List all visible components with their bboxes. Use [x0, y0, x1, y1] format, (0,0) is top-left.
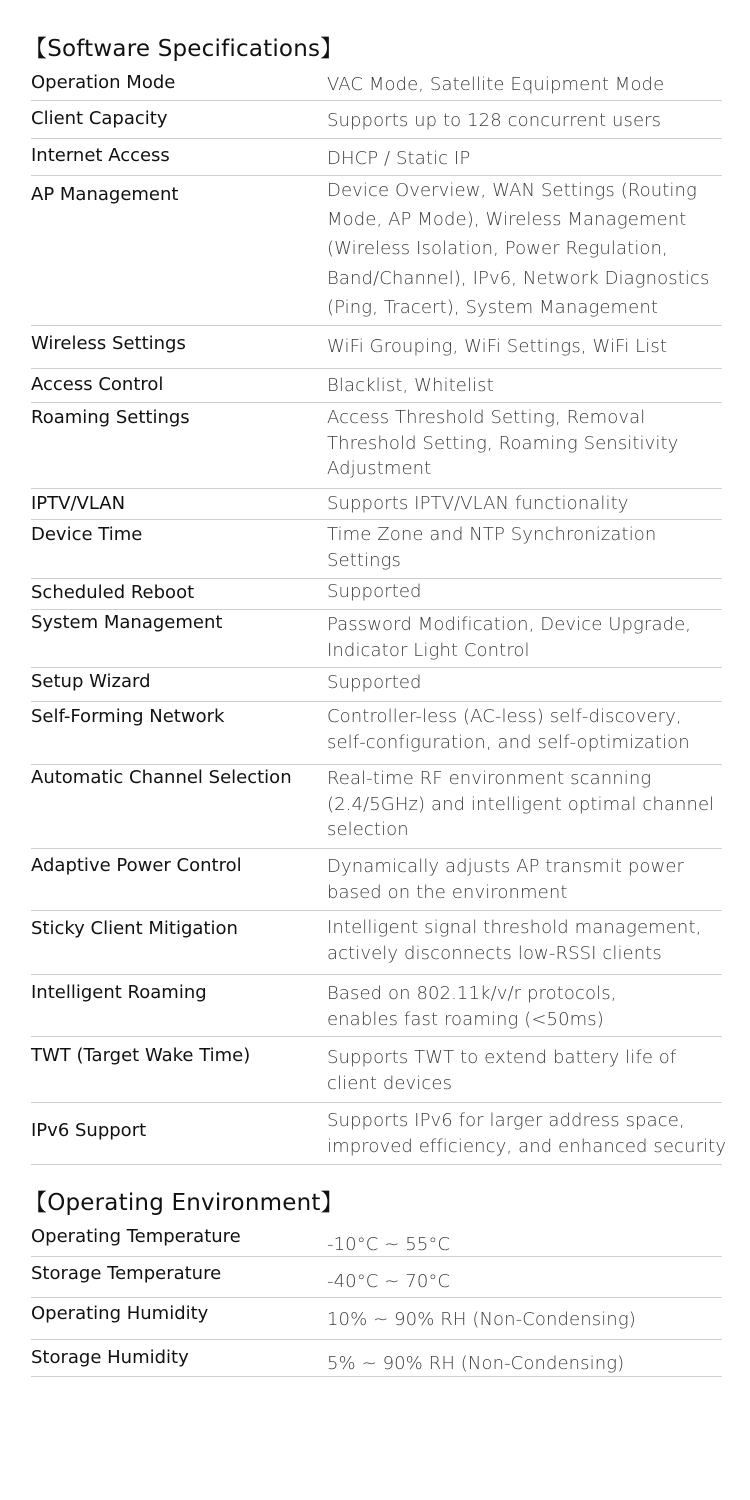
- spec-label: Storage Temperature: [31, 1263, 222, 1284]
- spec-value: [327, 1045, 747, 1096]
- spec-label: Roaming Settings: [31, 407, 190, 428]
- spec-label: Client Capacity: [31, 108, 168, 129]
- spec-value: [327, 670, 747, 696]
- spec-value: [327, 1351, 747, 1377]
- spec-row-internet-access: [31, 139, 722, 176]
- spec-label: Device Time: [31, 524, 143, 545]
- spec-label: IPv6 Support: [31, 1120, 147, 1141]
- spec-value-line: Supports up to 128 concurrent users: [327, 110, 662, 131]
- spec-value-line: DHCP / Static IP: [327, 148, 471, 169]
- spec-value: [327, 854, 747, 905]
- spec-row-wireless-settings: [31, 326, 722, 369]
- spec-value: [327, 766, 747, 843]
- spec-value-line: -40°C ~ 70°C: [327, 1271, 451, 1292]
- spec-value: [327, 1307, 747, 1333]
- spec-row-operating-temperature: [31, 1218, 722, 1257]
- spec-value-line: WiFi Grouping, WiFi Settings, WiFi List: [327, 336, 667, 357]
- spec-value: [327, 108, 747, 134]
- spec-value-line: enables fast roaming (<50ms): [327, 1008, 604, 1030]
- spec-value: [327, 522, 747, 573]
- spec-row-twt-target-wake-time: [31, 1037, 722, 1103]
- spec-value-line: Password Modification, Device Upgrade,: [327, 614, 692, 635]
- spec-value-line: improved efficiency, and enhanced security: [327, 1135, 727, 1157]
- spec-row-automatic-channel-selection: [31, 765, 722, 849]
- spec-row-adaptive-power-control: [31, 849, 722, 911]
- spec-label: IPTV/VLAN: [31, 493, 126, 514]
- spec-label: Internet Access: [31, 145, 170, 166]
- spec-value-line: 5% ~ 90% RH (Non-Condensing): [327, 1353, 625, 1374]
- spec-value-line: Supported: [327, 672, 422, 693]
- spec-row-client-capacity: [31, 101, 722, 139]
- spec-label: Operation Mode: [31, 72, 176, 93]
- spec-row-system-management: [31, 610, 722, 668]
- spec-row-intelligent-roaming: [31, 975, 722, 1037]
- spec-value-line: Supported: [327, 581, 422, 602]
- spec-value: [327, 334, 747, 360]
- spec-value: [327, 1269, 747, 1295]
- spec-value-line: Supports IPTV/VLAN functionality: [327, 493, 629, 514]
- spec-value-line: (Wireless Isolation, Power Regulation,: [327, 238, 668, 260]
- spec-value-line: Access Threshold Setting, Removal: [327, 407, 646, 428]
- spec-value-line: Dynamically adjusts AP transmit power: [327, 856, 685, 877]
- spec-label: Setup Wizard: [31, 671, 151, 692]
- spec-value-line: selection: [327, 819, 409, 840]
- spec-value-line: 10% ~ 90% RH (Non-Condensing): [327, 1309, 636, 1330]
- spec-value: [327, 373, 747, 399]
- spec-value-line: Indicator Light Control: [327, 639, 530, 661]
- spec-value: [327, 176, 747, 322]
- spec-value-line: client devices: [327, 1072, 453, 1094]
- spec-row-ap-management: [31, 176, 722, 326]
- spec-label: Wireless Settings: [31, 333, 186, 354]
- spec-row-self-forming-network: [31, 702, 722, 765]
- spec-value-line: Controller-less (AC-less) self-discovery,: [327, 706, 682, 727]
- spec-value-line: Threshold Setting, Roaming Sensitivity: [327, 432, 679, 454]
- spec-value-line: Mode, AP Mode), Wireless Management: [327, 209, 687, 231]
- spec-value-line: Time Zone and NTP Synchronization: [327, 524, 657, 545]
- spec-row-scheduled-reboot: [31, 579, 722, 610]
- spec-value: [327, 1232, 747, 1258]
- spec-label: Adaptive Power Control: [31, 855, 242, 876]
- spec-value-line: Settings: [327, 549, 402, 571]
- spec-value-line: Intelligent signal threshold management,: [327, 917, 702, 938]
- spec-value-line: (2.4/5GHz) and intelligent optimal channel: [327, 793, 715, 815]
- spec-value-line: Blacklist, Whitelist: [327, 375, 494, 396]
- spec-row-roaming-settings: [31, 403, 722, 489]
- spec-value-line: Supports IPv6 for larger address space,: [327, 1110, 685, 1131]
- spec-value: [327, 579, 747, 605]
- spec-label: Storage Humidity: [31, 1347, 189, 1368]
- spec-label: Operating Temperature: [31, 1226, 241, 1247]
- spec-row-operation-mode: [31, 64, 722, 101]
- spec-value: [327, 981, 747, 1032]
- spec-row-iptv-vlan: [31, 489, 722, 520]
- spec-value-line: -10°C ~ 55°C: [327, 1234, 451, 1255]
- spec-row-setup-wizard: [31, 668, 722, 702]
- spec-row-sticky-client-mitigation: [31, 911, 722, 975]
- spec-value-line: VAC Mode, Satellite Equipment Mode: [327, 74, 665, 95]
- spec-value-line: Real-time RF environment scanning: [327, 768, 652, 789]
- spec-label: Intelligent Roaming: [31, 982, 207, 1003]
- spec-label: System Management: [31, 612, 223, 633]
- spec-value: [327, 491, 747, 517]
- spec-row-access-control: [31, 369, 722, 403]
- spec-value-line: (Ping, Tracert), System Management: [327, 296, 659, 318]
- spec-value: [327, 405, 747, 482]
- spec-label: Operating Humidity: [31, 1303, 209, 1324]
- spec-label: Scheduled Reboot: [31, 582, 195, 603]
- spec-label: Access Control: [31, 374, 164, 395]
- spec-label: Sticky Client Mitigation: [31, 918, 238, 939]
- spec-row-device-time: [31, 520, 722, 579]
- software-specifications-title: 【Software Specifications】: [24, 36, 344, 62]
- operating-environment-title: 【Operating Environment】: [24, 1190, 344, 1216]
- spec-row-operating-humidity: [31, 1298, 722, 1340]
- spec-value: [327, 704, 747, 755]
- spec-value-line: Adjustment: [327, 458, 432, 479]
- spec-label: TWT (Target Wake Time): [31, 1045, 251, 1066]
- spec-value-line: Device Overview, WAN Settings (Routing: [327, 180, 697, 201]
- spec-label: Self-Forming Network: [31, 706, 225, 727]
- spec-value-line: actively disconnects low-RSSI clients: [327, 942, 662, 964]
- spec-value: [327, 612, 747, 663]
- spec-row-ipv6-support: [31, 1103, 727, 1165]
- spec-row-storage-humidity: [31, 1340, 722, 1377]
- spec-value-line: Based on 802.11k/v/r protocols,: [327, 983, 617, 1004]
- spec-value-line: Band/Channel), IPv6, Network Diagnostics: [327, 267, 710, 289]
- spec-value: [327, 146, 747, 172]
- spec-value-line: Supports TWT to extend battery life of: [327, 1047, 677, 1068]
- spec-row-storage-temperature: [31, 1257, 722, 1298]
- spec-value-line: based on the environment: [327, 881, 568, 903]
- spec-label: AP Management: [31, 184, 179, 205]
- spec-value: [327, 72, 747, 98]
- spec-value-line: self-configuration, and self-optimization: [327, 731, 690, 753]
- spec-label: Automatic Channel Selection: [31, 767, 292, 788]
- spec-value: [327, 1108, 747, 1159]
- spec-value: [327, 915, 747, 966]
